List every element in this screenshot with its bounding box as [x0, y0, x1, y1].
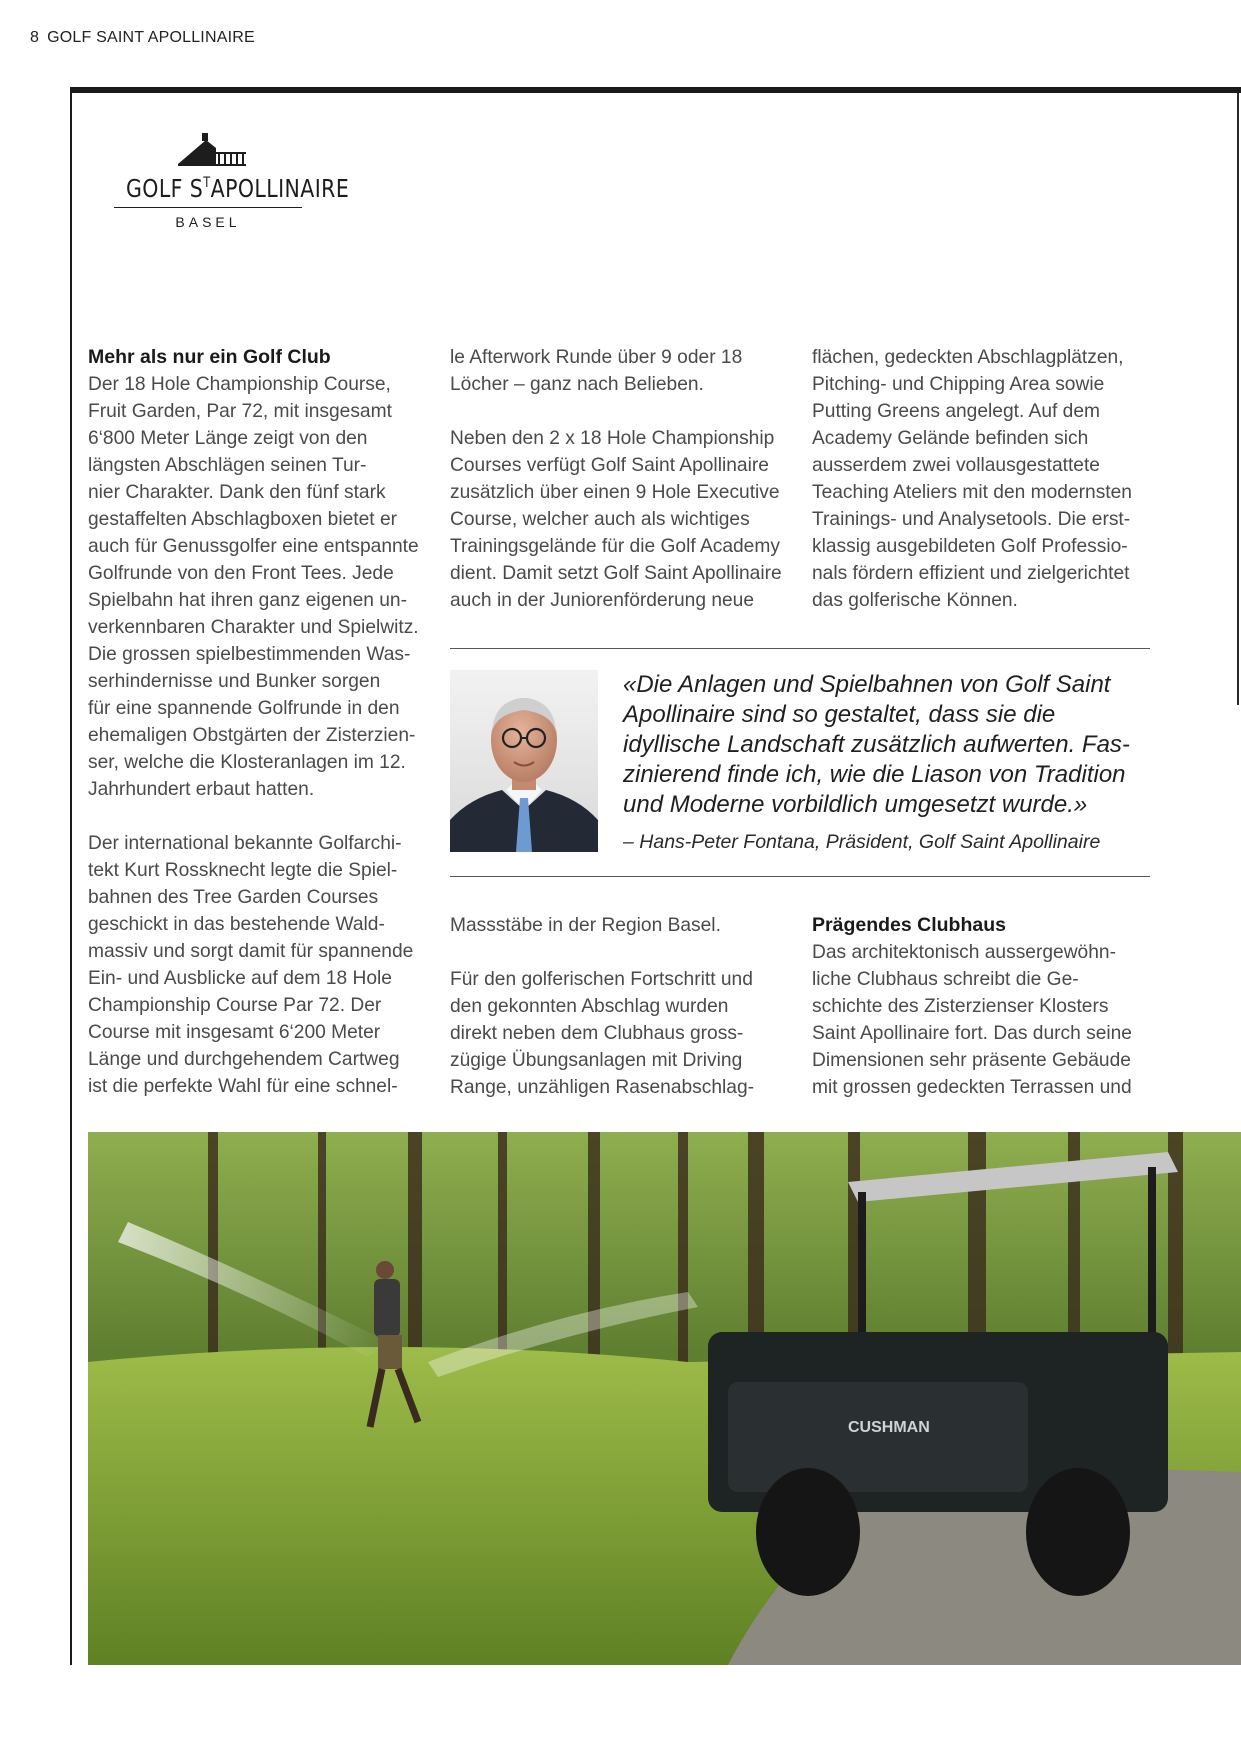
text-line: und Moderne vorbildlich umgesetzt wurde.» — [623, 791, 1088, 818]
text-line: Course, welcher auch als wichtiges — [450, 509, 750, 530]
text-line: Trainingsgelände für die Golf Academy — [450, 536, 780, 557]
cart-brand: CUSHMAN — [848, 1419, 930, 1436]
text-line: ehemaligen Obstgärten der Zisterzien- — [88, 725, 416, 746]
text-line: nals fördern effizient und zielgerichtet — [812, 563, 1130, 584]
col2-paragraph-1 — [450, 344, 790, 398]
text-line: Das architektonisch aussergewöhn- — [812, 942, 1116, 963]
text-line: Academy Gelände befinden sich — [812, 428, 1089, 449]
text-line: geschickt in das bestehende Wald- — [88, 914, 385, 935]
text-line: Massstäbe in der Region Basel. — [450, 915, 721, 936]
text-line: schichte des Zisterzienser Klosters — [812, 996, 1109, 1017]
text-line: Championship Course Par 72. Der — [88, 995, 382, 1016]
text-line: «Die Anlagen und Spielbahnen von Golf Saint — [623, 671, 1111, 698]
text-line: Neben den 2 x 18 Hole Championship — [450, 428, 775, 449]
text-line: idyllische Landschaft zusätzlich aufwerten. Fas- — [623, 731, 1130, 758]
text-line: Der international bekannte Golfarchi- — [88, 833, 402, 854]
section-heading-golf-club: Mehr als nur ein Golf Club — [88, 346, 331, 368]
right-edge-rule — [1237, 93, 1239, 705]
text-line: Spielbahn hat ihren ganz eigenen un- — [88, 590, 407, 611]
text-line: Apollinaire sind so gestaltet, dass sie die — [623, 701, 1056, 728]
page-number: 8 — [30, 29, 40, 46]
running-title: GOLF SAINT APOLLINAIRE — [47, 29, 255, 46]
text-line: Pitching- und Chipping Area sowie — [812, 374, 1105, 395]
text-line: Courses verfügt Golf Saint Apollinaire — [450, 455, 769, 476]
col1-paragraph-1 — [88, 371, 428, 803]
text-line: das golferische Können. — [812, 590, 1018, 611]
text-line: Der 18 Hole Championship Course, — [88, 374, 391, 395]
text-line: verkennbaren Charakter und Spielwitz. — [88, 617, 419, 638]
left-rule — [70, 87, 72, 1665]
text-line: dient. Damit setzt Golf Saint Apollinaire — [450, 563, 782, 584]
logo-wordmark: GOLF $S^TAPOLLINAIRE$ — [126, 174, 350, 203]
logo-underline — [114, 207, 302, 208]
text-line: auch für Genussgolfer eine entspannte — [88, 536, 419, 557]
text-line: flächen, gedeckten Abschlagplätzen, — [812, 347, 1124, 368]
club-logo — [108, 130, 350, 240]
text-line: le Afterwork Runde über 9 oder 18 — [450, 347, 743, 368]
text-line: Teaching Ateliers mit den modernsten — [812, 482, 1132, 503]
col2-paragraph-2 — [450, 425, 790, 614]
text-line: Course mit insgesamt 6‘200 Meter — [88, 1022, 381, 1043]
text-line: zusätzlich über einen 9 Hole Executive — [450, 482, 780, 503]
text-line: Golfrunde von den Front Tees. Jede — [88, 563, 394, 584]
text-line: Ein- und Ausblicke auf dem 18 Hole — [88, 968, 392, 989]
text-line: nier Charakter. Dank den fünf stark — [88, 482, 386, 503]
logo-city: BASEL — [175, 214, 241, 230]
text-line: klassig ausgebildeten Golf Professio- — [812, 536, 1128, 557]
col3-paragraph-1 — [812, 344, 1152, 614]
text-line: Fruit Garden, Par 72, mit insgesamt — [88, 401, 392, 422]
text-line: Range, unzähligen Rasenabschlag- — [450, 1077, 755, 1098]
text-line: ist die perfekte Wahl für eine schnel- — [88, 1076, 398, 1097]
text-line: Jahrhundert erbaut hatten. — [88, 779, 315, 800]
text-line: Putting Greens angelegt. Auf dem — [812, 401, 1100, 422]
column-1 — [88, 344, 428, 1100]
column-3-bottom — [812, 912, 1152, 1101]
text-line: für eine spannende Golfrunde in den — [88, 698, 400, 719]
text-line: längsten Abschlägen seinen Tur- — [88, 455, 367, 476]
section-heading-clubhaus: Prägendes Clubhaus — [812, 914, 1006, 936]
text-line: auch in der Juniorenförderung neue — [450, 590, 755, 611]
text-line: 6‘800 Meter Länge zeigt von den — [88, 428, 368, 449]
quote-rule-top — [450, 648, 1150, 649]
text-line: ser, welche die Klosteranlagen im 12. — [88, 752, 406, 773]
quote-rule-bottom — [450, 876, 1150, 877]
column-2-bottom — [450, 912, 790, 1101]
column-3-top — [812, 344, 1152, 614]
text-line: Für den golferischen Fortschritt und — [450, 969, 753, 990]
clubhouse-roof-icon — [168, 130, 248, 170]
text-line: serhindernisse und Bunker sorgen — [88, 671, 381, 692]
text-line: zügige Übungsanlagen mit Driving — [450, 1050, 743, 1071]
text-line: mit grossen gedeckten Terrassen und — [812, 1077, 1132, 1098]
column-2-top — [450, 344, 790, 614]
portrait-photo — [450, 670, 598, 852]
text-line: liche Clubhaus schreibt die Ge- — [812, 969, 1079, 990]
text-line: Saint Apollinaire fort. Das durch seine — [812, 1023, 1132, 1044]
text-line: gestaffelten Abschlagboxen bietet er — [88, 509, 398, 530]
text-line: Länge und durchgehendem Cartweg — [88, 1049, 400, 1070]
text-line: bahnen des Tree Garden Courses — [88, 887, 379, 908]
text-line: den gekonnten Abschlag wurden — [450, 996, 729, 1017]
text-line: zinierend finde ich, wie die Liason von Tradition — [623, 761, 1126, 788]
text-line: massiv und sorgt damit für spannende — [88, 941, 414, 962]
page-header — [30, 29, 255, 47]
pull-quote — [623, 670, 1163, 820]
text-line: tekt Kurt Rossknecht legte die Spiel- — [88, 860, 398, 881]
golf-course-photo — [88, 1132, 1241, 1665]
text-line: direkt neben dem Clubhaus gross- — [450, 1023, 744, 1044]
col2-paragraph-4 — [450, 966, 790, 1101]
top-rule — [70, 87, 1241, 93]
text-line: Dimensionen sehr präsente Gebäude — [812, 1050, 1131, 1071]
text-line: Trainings- und Analysetools. Die erst- — [812, 509, 1131, 530]
text-line: Löcher – ganz nach Belieben. — [450, 374, 704, 395]
col1-paragraph-2 — [88, 830, 428, 1100]
col3-paragraph-2 — [812, 939, 1152, 1101]
text-line: ausserdem zwei vollausgestattete — [812, 455, 1100, 476]
text-line: Die grossen spielbestimmenden Was- — [88, 644, 411, 665]
quote-attribution: – Hans-Peter Fontana, Präsident, Golf Saint Apollinaire — [623, 831, 1101, 853]
col2-paragraph-3 — [450, 912, 790, 939]
